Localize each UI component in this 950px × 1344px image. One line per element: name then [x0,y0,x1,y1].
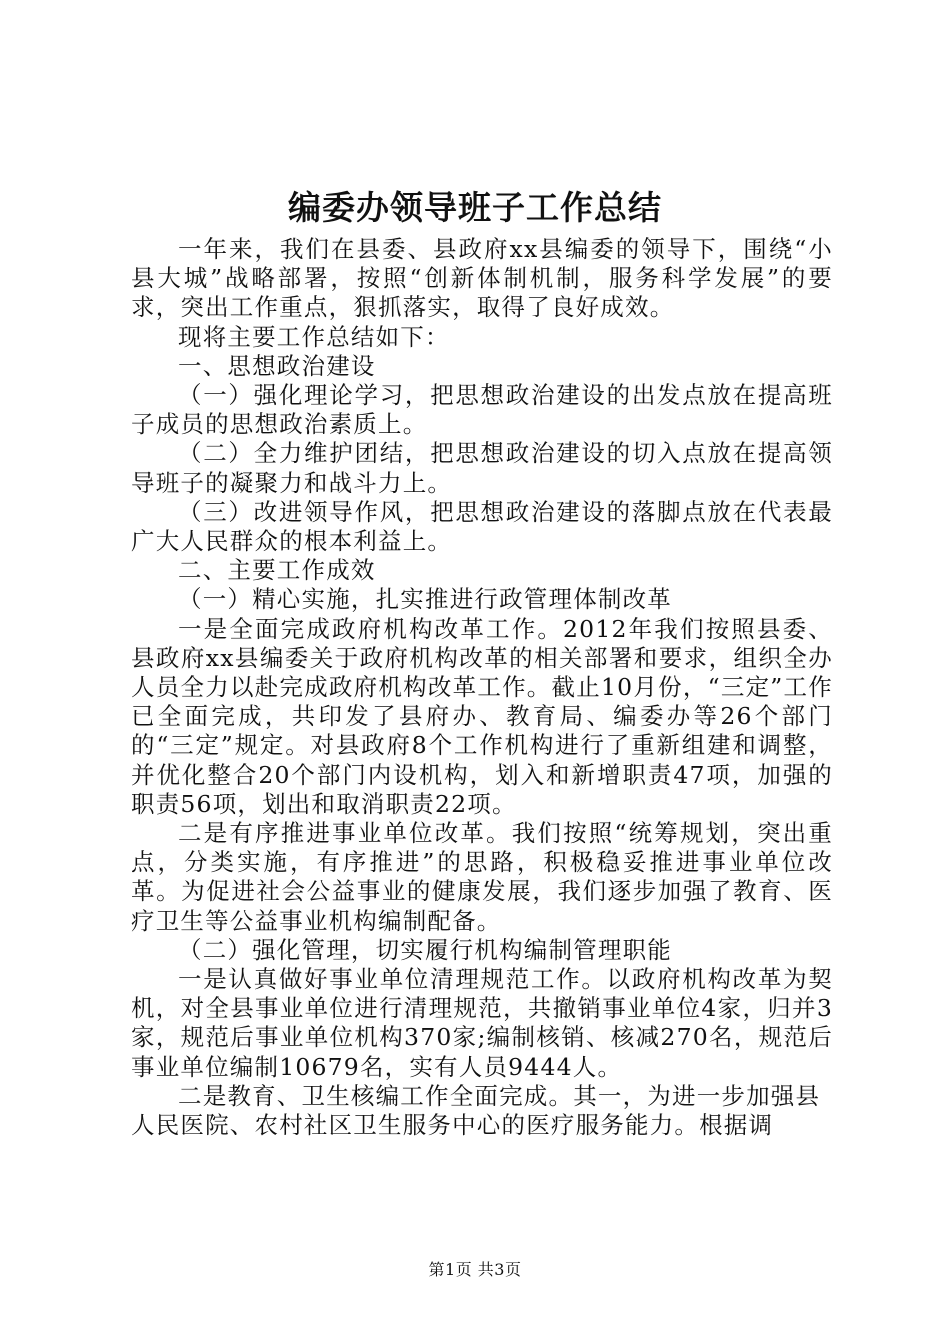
paragraph-1-3: （三）改进领导作风，把思想政治建设的落脚点放在代表最广大人民群众的根本利益上。 [131,497,833,556]
paragraph-1-1: （一）强化理论学习，把思想政治建设的出发点放在提高班子成员的思想政治素质上。 [131,381,833,439]
paragraph-2-1-b: 二是有序推进事业单位改革。我们按照“统筹规划，突出重点，分类实施，有序推进”的思路，积极稳妥推进事业单位改革。为促进社会公益事业的健康发展，我们逐步加强了教育、医疗卫生等公益事业机构编制配备。 [131,819,833,935]
document-body [131,235,833,1140]
paragraph-2-1-a: 一是全面完成政府机构改革工作。2012年我们按照县委、县政府xx县编委关于政府机构改革的相关部署和要求，组织全办人员全力以赴完成政府机构改革工作。截止10月份，“三定”工作已全面完成，共印发了县府办、教育局、编委办等26个部门的“三定”规定。对县政府8个工作机构进行了重新组建和调整，并优化整合20个部门内设机构，划入和新增职责47项，加强的职责56项，划出和取消职责22项。 [131,614,833,818]
subsection-heading-2-1: （一）精心实施，扎实推进行政管理体制改革 [178,585,672,614]
paragraph-1-2: （二）全力维护团结，把思想政治建设的切入点放在提高领导班子的凝聚力和战斗力上。 [131,439,833,497]
document-title: 编委办领导班子工作总结 [288,188,662,227]
page-footer: 第1页 共3页 [428,1260,522,1279]
section-heading-1: 一、思想政治建设 [178,351,376,380]
section-heading-2: 二、主要工作成效 [178,556,376,585]
paragraph-summary-lead: 现将主要工作总结如下： [178,322,450,351]
paragraph-2-2-a: 一是认真做好事业单位清理规范工作。以政府机构改革为契机，对全县事业单位进行清理规范，共撤销事业单位4家，归并3家，规范后事业单位机构370家;编制核销、核减270名，规范后事业单位编制10679名，实有人员9444人。 [131,965,833,1081]
subsection-heading-2-2: （二）强化管理，切实履行机构编制管理职能 [178,935,672,964]
paragraph-intro: 一年来，我们在县委、县政府xx县编委的领导下，围绕“小县大城”战略部署，按照“创新体制机制，服务科学发展”的要求，突出工作重点，狠抓落实，取得了良好成效。 [131,235,833,322]
paragraph-2-2-b: 二是教育、卫生核编工作全面完成。其一，为进一步加强县人民医院、农村社区卫生服务中心的医疗服务能力。根据调 [131,1081,821,1140]
